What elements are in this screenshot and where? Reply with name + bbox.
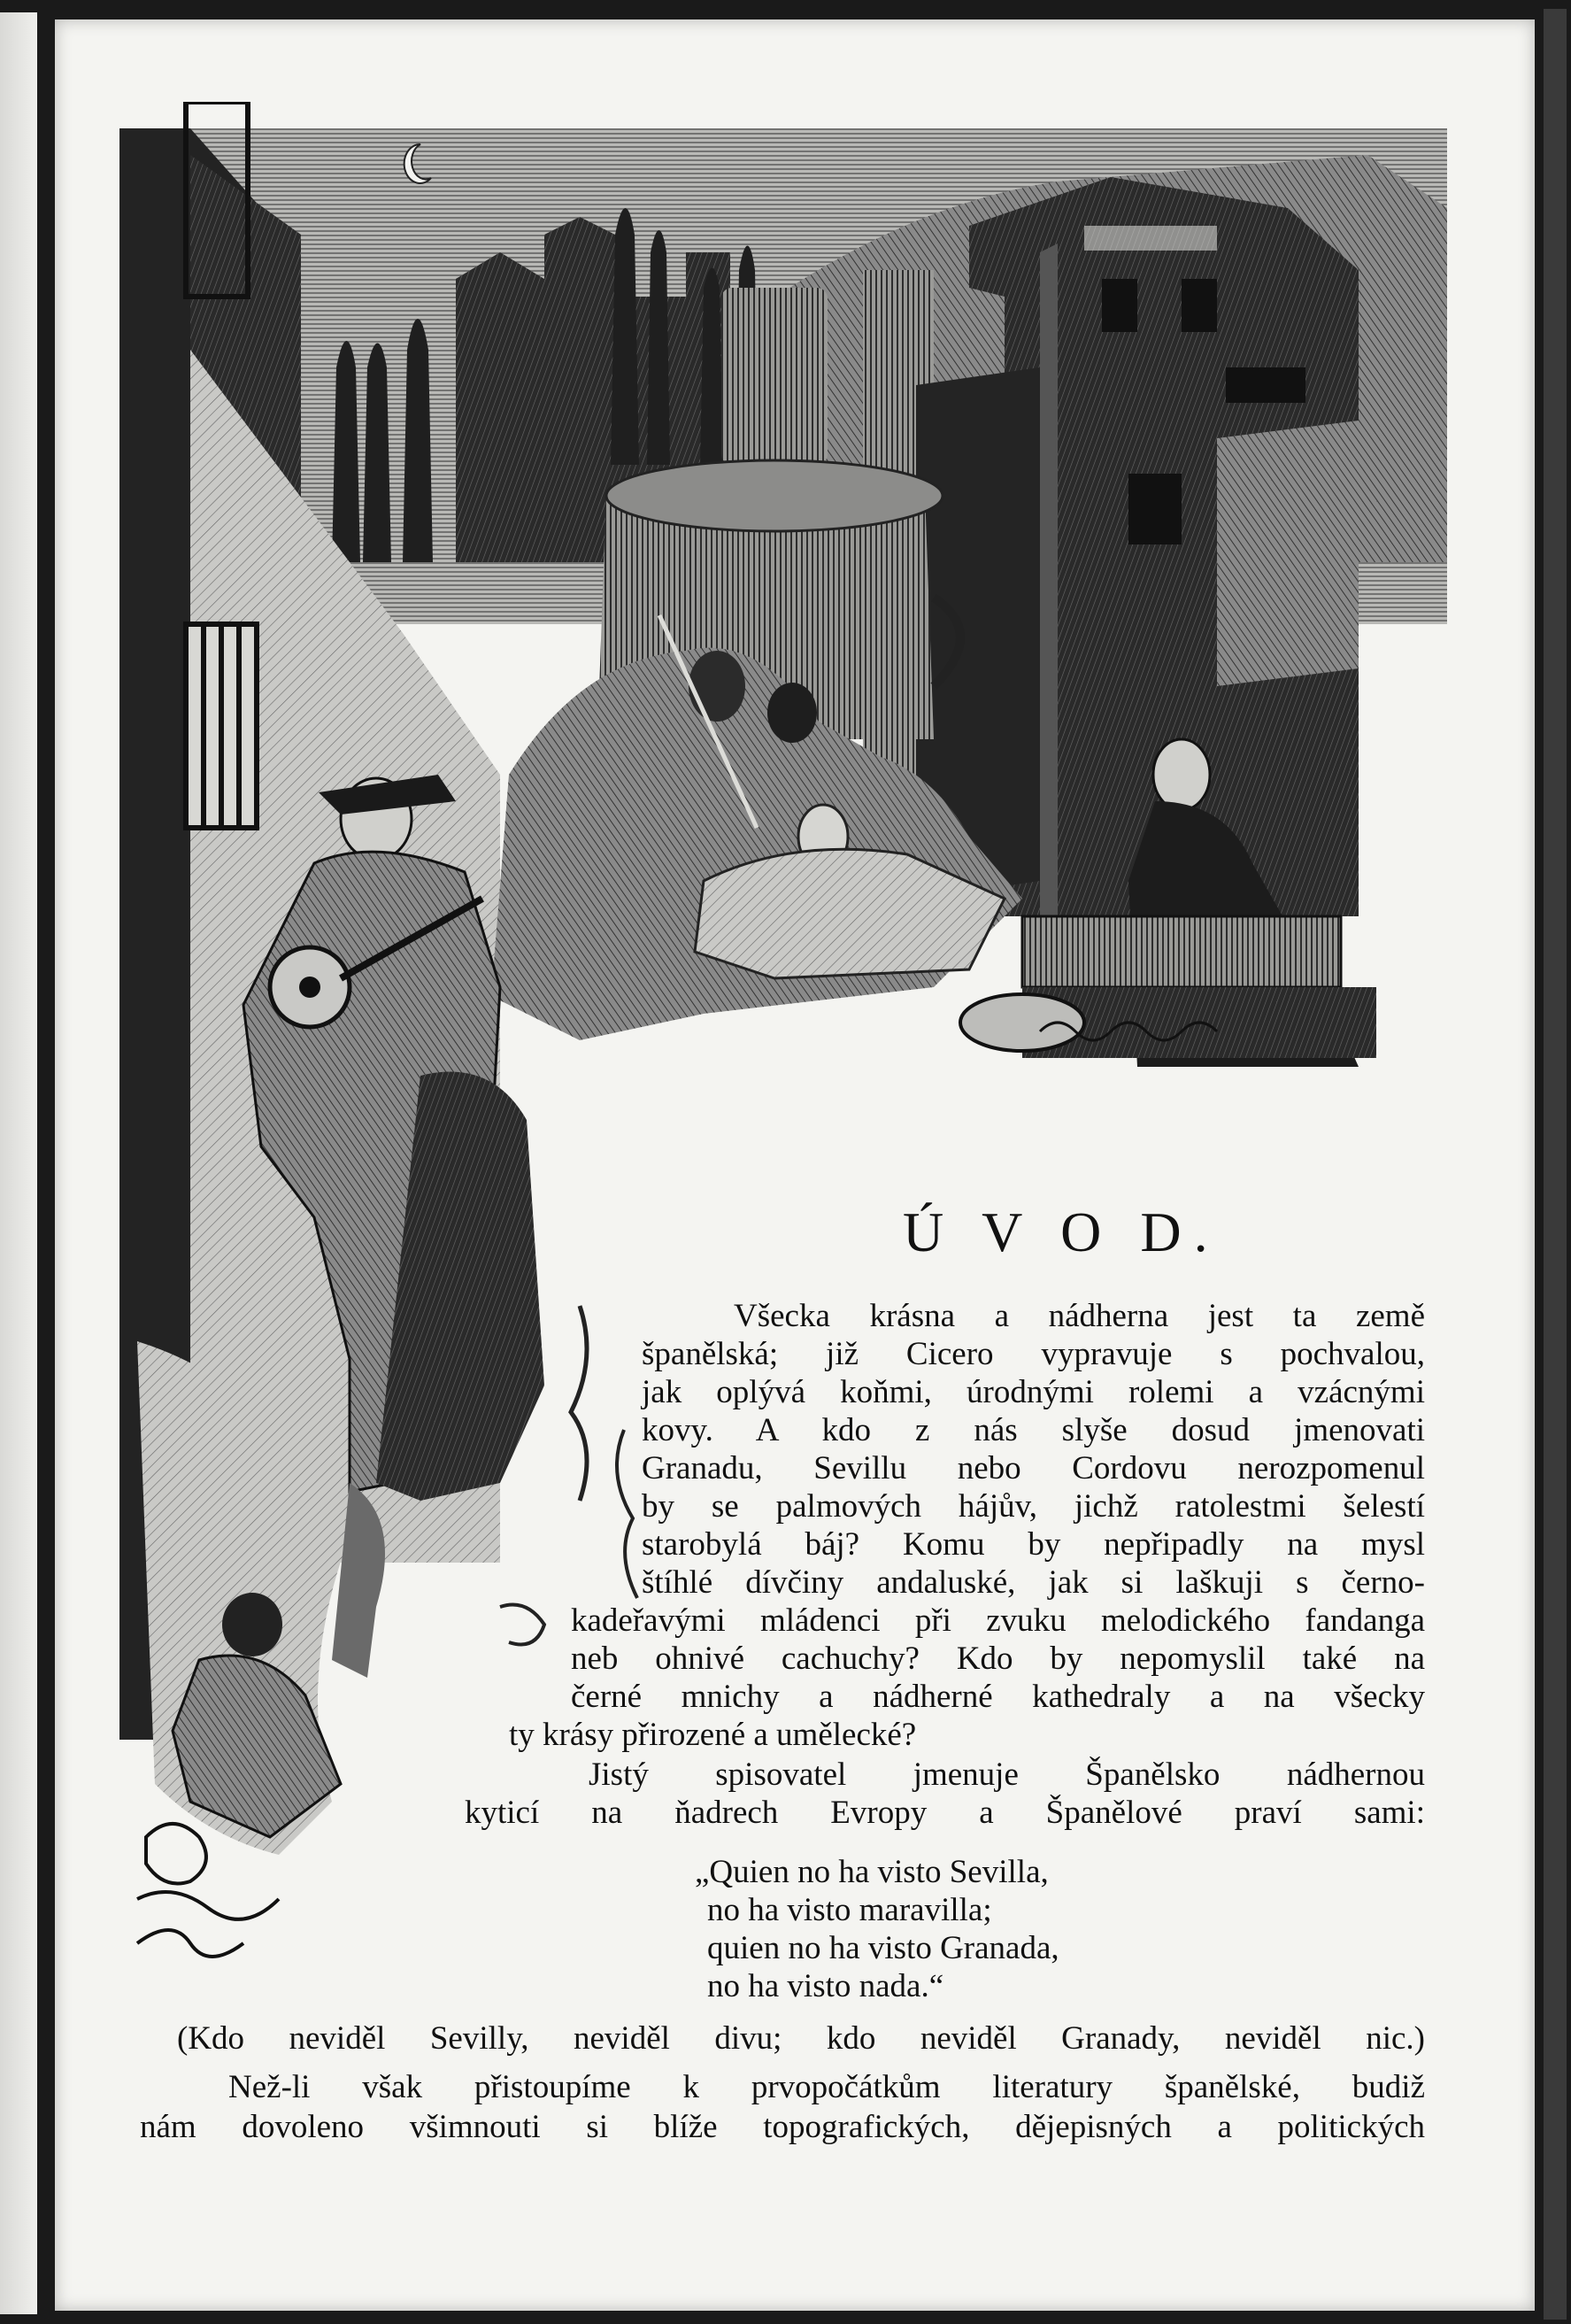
verse-line: no ha visto nada.“ [707,1968,944,2004]
text-line: Granadu, Sevillu nebo Cordovu nerozpomenul [642,1450,1425,1486]
text-line: španělská; již Cicero vypravuje s pochvalou, [642,1336,1425,1372]
text-line: ty krásy přirozené a umělecké? [509,1717,917,1753]
verse-line: quien no ha visto Granada, [707,1930,1059,1966]
text-line: Jistý spisovatel jmenuje Španělsko nádhernou [589,1757,1425,1793]
text-line: neb ohnivé cachuchy? Kdo by nepomyslil také na [571,1641,1425,1677]
book-edge [1544,9,1567,2320]
text-line: kyticí na ňadrech Evropy a Španělové praví sami: [465,1795,1425,1831]
text-line: kovy. A kdo z nás slyše dosud jmenovati [642,1412,1425,1448]
text-line: jak oplývá koňmi, úrodnými rolemi a vzácnými [642,1374,1425,1410]
previous-page-edge [0,12,37,2314]
spanish-verse [695,1853,1059,2005]
text-line: by se palmových hájův, jichž ratolestmi šelestí [642,1488,1425,1525]
paragraph-3 [140,2067,1425,2147]
verse-translation: (Kdo neviděl Sevilly, neviděl divu; kdo neviděl Granady, neviděl nic.) [177,2020,1425,2057]
verse-line: no ha visto maravilla; [707,1892,992,1928]
verse-line: „Quien no ha visto Sevilla, [695,1854,1049,1890]
text-line: černé mnichy a nádherné kathedraly a na všecky [571,1679,1425,1715]
paragraph-1 [509,1297,1425,1754]
text-line: starobylá báj? Komu by nepřipadly na mysl [642,1526,1425,1563]
paragraph-2 [465,1756,1425,1832]
text-line: nám dovoleno všimnouti si blíže topografických, dějepisných a politických [140,2109,1425,2145]
chapter-title: Ú V O D. [903,1201,1221,1263]
text-line: kadeřavými mládenci při zvuku melodického fandanga [571,1602,1425,1639]
text-line: štíhlé dívčiny andaluské, jak si laškuji s černo- [642,1564,1425,1601]
text-line: Všecka krásna a nádherna jest ta země [734,1298,1425,1334]
text-line: Než-li však přistoupíme k prvopočátkům literatury španělské, budiž [228,2069,1425,2105]
